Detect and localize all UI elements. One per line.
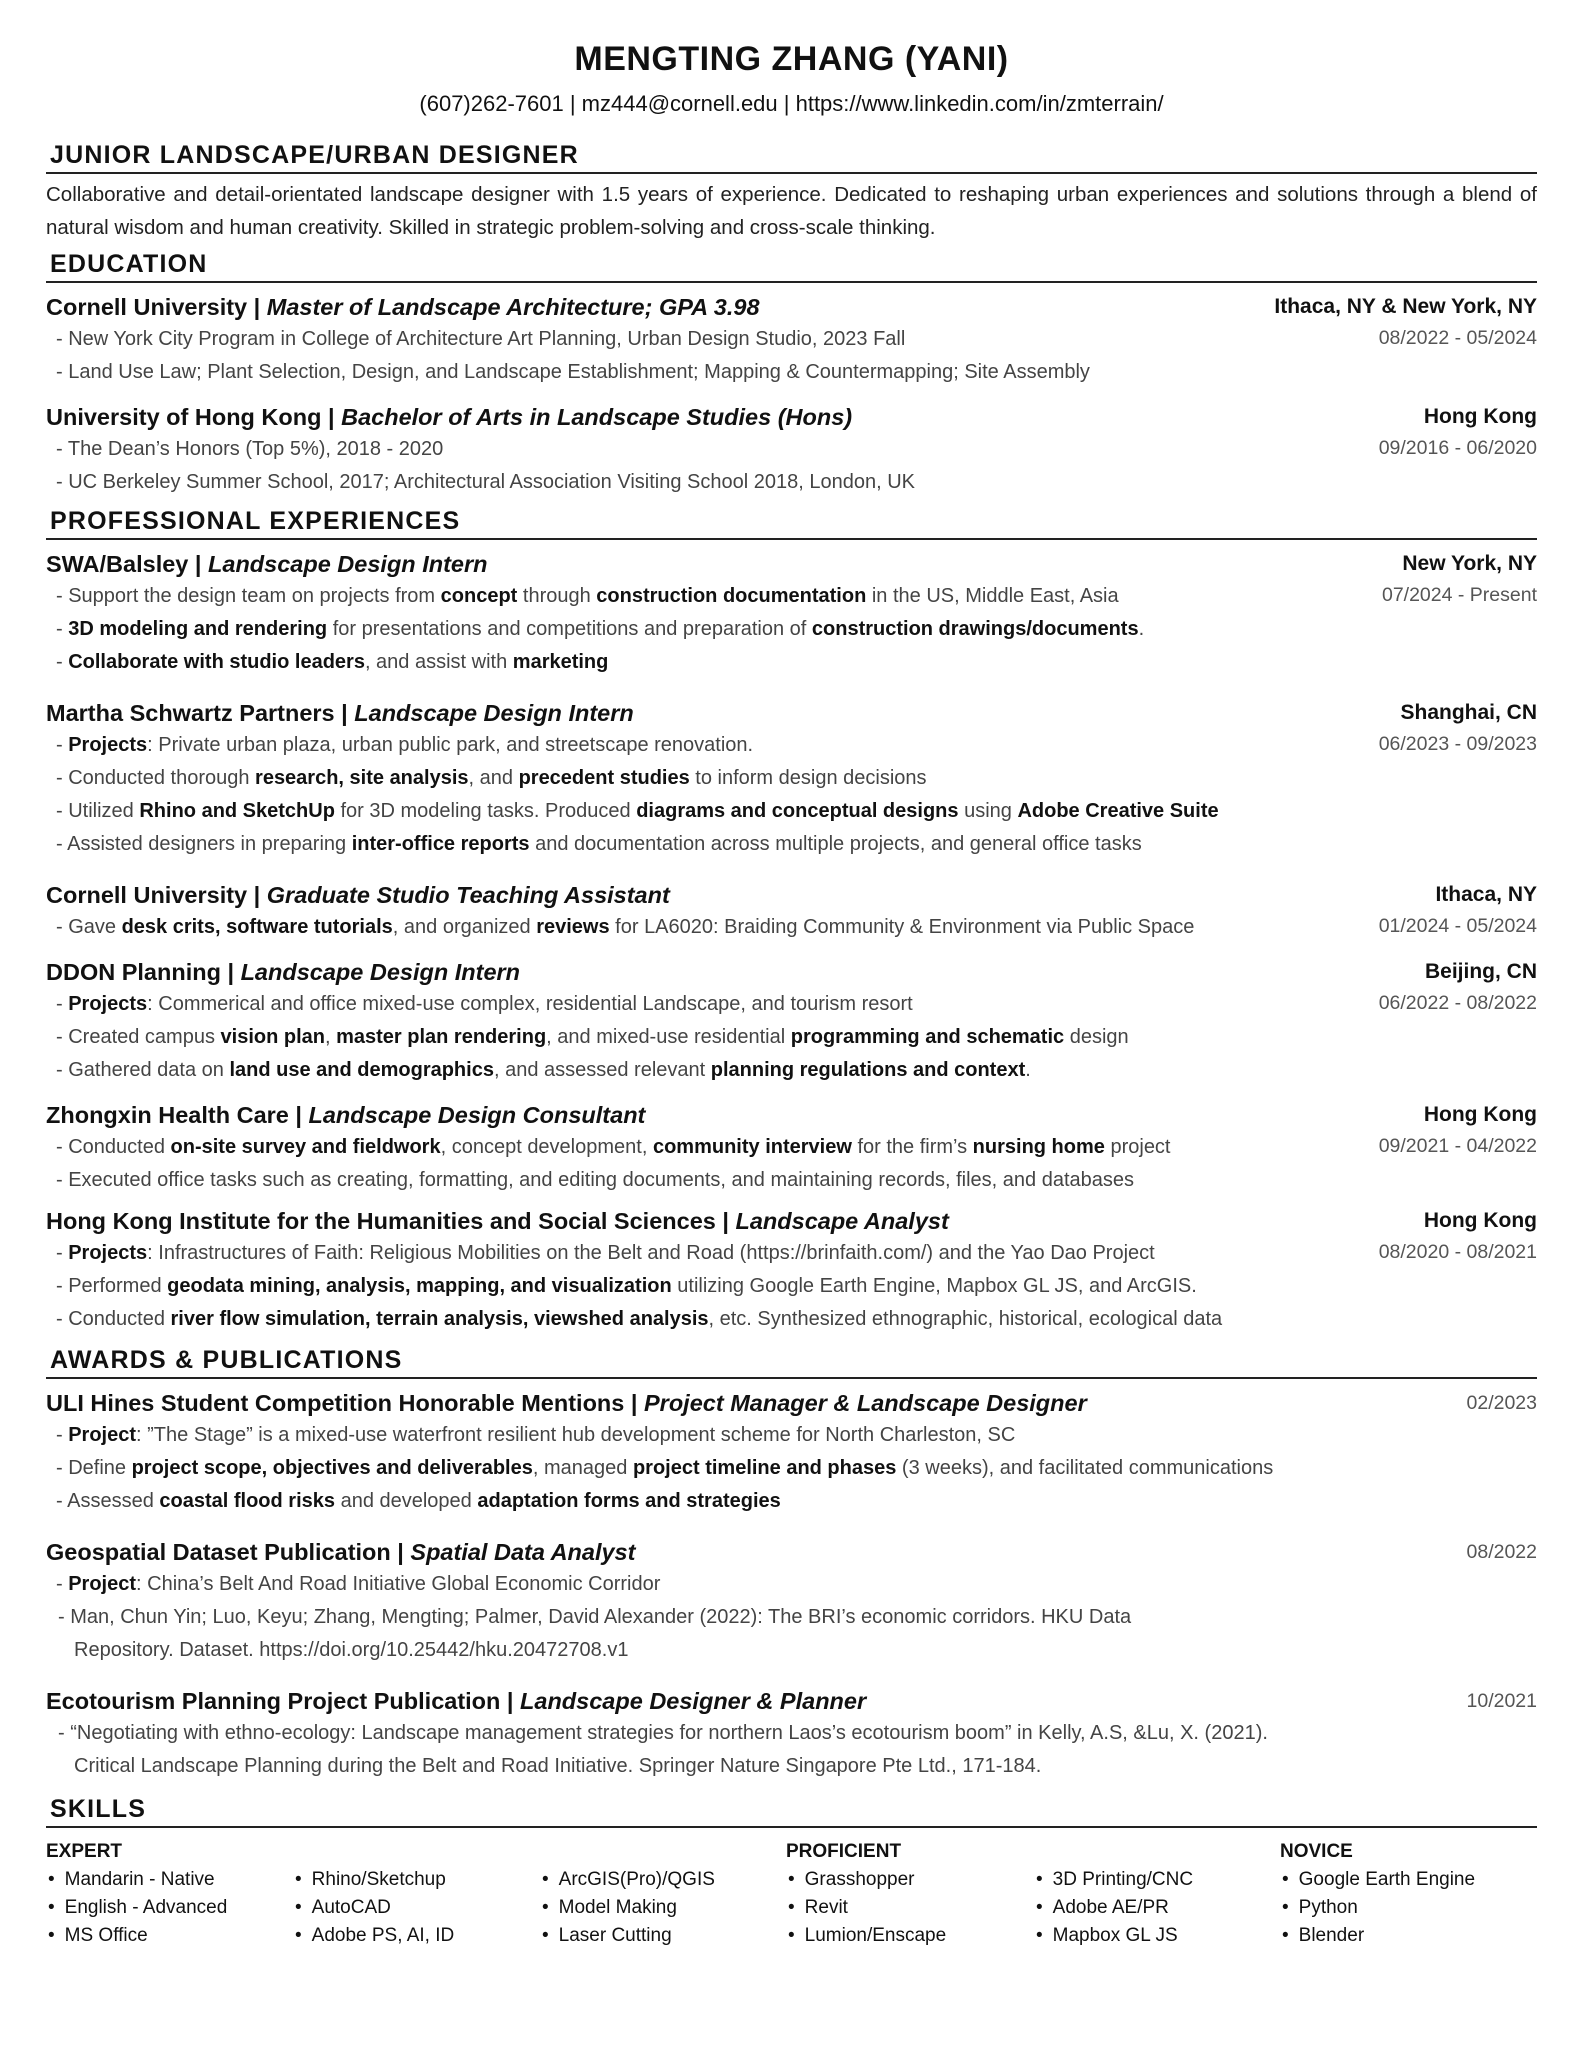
- entry-bullet: - Executed office tasks such as creating, formatting, and editing documents, and maintaining records, files, and databases: [56, 1169, 1135, 1191]
- entry-heading: Ecotourism Planning Project Publication | Landscape Designer & Planner: [46, 1688, 867, 1714]
- entry-bullet: - The Dean’s Honors (Top 5%), 2018 - 2020: [56, 438, 444, 460]
- resume-page: [46, 40, 1537, 1950]
- candidate-name: MENGTING ZHANG (YANI): [574, 40, 1009, 78]
- education-entry: [46, 291, 1537, 389]
- entry-location: New York, NY: [1402, 552, 1537, 575]
- skills-grid: [46, 1838, 1537, 1950]
- entry-location: Ithaca, NY: [1435, 883, 1537, 906]
- skill-item: • Python: [1280, 1894, 1520, 1922]
- entry-dates: 08/2020 - 08/2021: [1378, 1241, 1537, 1263]
- section-title-awards: AWARDS & PUBLICATIONS: [46, 1346, 1537, 1379]
- skills-novice-col-1: [1280, 1838, 1520, 1950]
- summary-text: Collaborative and detail-orientated landscape designer with 1.5 years of experience. Dedicated to reshaping urban experiences and solutions through a blend of natural wisdom and human creativity. Skilled in strategic problem-solving and cross-scale thinking.: [46, 183, 1537, 239]
- contact-line: (607)262-7601 | mz444@cornell.edu | https://www.linkedin.com/in/zmterrain/: [419, 91, 1164, 116]
- skills-expert-col-1: [46, 1838, 293, 1950]
- entry-bullet: - Projects: Private urban plaza, urban public park, and streetscape renovation.: [56, 734, 754, 756]
- skill-level-proficient: PROFICIENT: [786, 1841, 902, 1862]
- award-entry: [46, 1685, 1537, 1783]
- entry-bullet: - Gathered data on land use and demographics, and assessed relevant planning regulations and context.: [56, 1059, 1031, 1081]
- entry-heading: Zhongxin Health Care | Landscape Design Consultant: [46, 1102, 646, 1128]
- skill-item: • Adobe PS, AI, ID: [293, 1922, 540, 1950]
- skill-level-expert: EXPERT: [46, 1841, 123, 1862]
- skill-item: • Revit: [786, 1894, 1034, 1922]
- entry-heading: ULI Hines Student Competition Honorable Mentions | Project Manager & Landscape Designer: [46, 1390, 1087, 1416]
- skills-proficient-col-1: [786, 1838, 1034, 1950]
- skills-proficient-col-2: [1034, 1838, 1280, 1950]
- skill-item: • Laser Cutting: [540, 1922, 786, 1950]
- entry-dates: 09/2021 - 04/2022: [1378, 1135, 1537, 1157]
- entry-heading: University of Hong Kong | Bachelor of Arts in Landscape Studies (Hons): [46, 404, 853, 430]
- skill-item: • ArcGIS(Pro)/QGIS: [540, 1866, 786, 1894]
- skill-item: • Model Making: [540, 1894, 786, 1922]
- entry-heading: Cornell University | Graduate Studio Teaching Assistant: [46, 882, 670, 908]
- award-entry: [46, 1387, 1537, 1518]
- award-entry: [46, 1536, 1537, 1667]
- entry-bullet: - New York City Program in College of Architecture Art Planning, Urban Design Studio, 2023 Fall: [56, 328, 906, 350]
- education-entry: [46, 401, 1537, 499]
- skill-item: • Adobe AE/PR: [1034, 1894, 1280, 1922]
- entry-bullet: - Assisted designers in preparing inter-office reports and documentation across multiple projects, and general office tasks: [56, 833, 1142, 855]
- entry-location: Hong Kong: [1423, 1103, 1537, 1126]
- entry-dates: 01/2024 - 05/2024: [1378, 915, 1537, 937]
- section-title-skills: SKILLS: [46, 1795, 1537, 1828]
- skill-item: • 3D Printing/CNC: [1034, 1866, 1280, 1894]
- entry-dates: 10/2021: [1466, 1690, 1537, 1712]
- entry-bullet: - Land Use Law; Plant Selection, Design, and Landscape Establishment; Mapping & Countermapping; Site Assembly: [56, 361, 1090, 383]
- skill-item: • Rhino/Sketchup: [293, 1866, 540, 1894]
- entry-bullet: - Support the design team on projects from concept through construction documentation in the US, Middle East, Asia: [56, 585, 1119, 607]
- entry-location: Hong Kong: [1423, 405, 1537, 428]
- entry-bullet: - UC Berkeley Summer School, 2017; Architectural Association Visiting School 2018, London, UK: [56, 471, 915, 493]
- entry-bullet: - Man, Chun Yin; Luo, Keyu; Zhang, Mengting; Palmer, David Alexander (2022): The BRI’s economic corridors. HKU Data Repository. Dataset. https://doi.org/10.25442/hku.20472708.v1: [58, 1606, 1132, 1661]
- section-title-education: EDUCATION: [46, 250, 1537, 283]
- entry-heading: Hong Kong Institute for the Humanities and Social Sciences | Landscape Analyst: [46, 1208, 949, 1234]
- entry-bullet: - Gave desk crits, software tutorials, and organized reviews for LA6020: Braiding Community & Environment via Public Space: [56, 916, 1195, 938]
- entry-heading: Geospatial Dataset Publication | Spatial Data Analyst: [46, 1539, 636, 1565]
- experience-entry: [46, 879, 1537, 944]
- skills-expert-col-3: [540, 1838, 786, 1950]
- skill-item: • Grasshopper: [786, 1866, 1034, 1894]
- entry-bullet: - Utilized Rhino and SketchUp for 3D modeling tasks. Produced diagrams and conceptual designs using Adobe Creative Suite: [56, 800, 1219, 822]
- entry-bullet: - Collaborate with studio leaders, and assist with marketing: [56, 651, 609, 673]
- entry-bullet: - Conducted river flow simulation, terrain analysis, viewshed analysis, etc. Synthesized ethnographic, historical, ecological data: [56, 1308, 1223, 1330]
- entry-location: Shanghai, CN: [1400, 701, 1537, 724]
- entry-dates: 09/2016 - 06/2020: [1378, 437, 1537, 459]
- skill-item: • Blender: [1280, 1922, 1520, 1950]
- entry-bullet: - Define project scope, objectives and deliverables, managed project timeline and phases (3 weeks), and facilitated communications: [56, 1457, 1274, 1479]
- experience-entry: [46, 548, 1537, 679]
- entry-bullet: - Created campus vision plan, master plan rendering, and mixed-use residential programming and schematic design: [56, 1026, 1129, 1048]
- skill-item: • Mapbox GL JS: [1034, 1922, 1280, 1950]
- entry-bullet: - “Negotiating with ethno-ecology: Landscape management strategies for northern Laos’s ecotourism boom” in Kelly, A.S, &Lu, X. (2021). Critical Landscape Planning during the Belt and Road Initiative. Springer Nature Singapore Pte Ltd., 171-184.: [58, 1722, 1268, 1777]
- entry-location: Hong Kong: [1423, 1209, 1537, 1232]
- entry-bullet: - Performed geodata mining, analysis, mapping, and visualization utilizing Google Earth Engine, Mapbox GL JS, and ArcGIS.: [56, 1275, 1197, 1297]
- experience-entry: [46, 697, 1537, 861]
- entry-bullet: - Conducted thorough research, site analysis, and precedent studies to inform design decisions: [56, 767, 927, 789]
- skills-expert-col-2: [293, 1838, 540, 1950]
- entry-dates: 06/2022 - 08/2022: [1378, 992, 1537, 1014]
- entry-dates: 07/2024 - Present: [1381, 584, 1537, 606]
- skill-item: • AutoCAD: [293, 1894, 540, 1922]
- entry-heading: Martha Schwartz Partners | Landscape Design Intern: [46, 700, 634, 726]
- entry-dates: 06/2023 - 09/2023: [1378, 733, 1537, 755]
- section-title-experience: PROFESSIONAL EXPERIENCES: [46, 507, 1537, 540]
- entry-bullet: - Project: China’s Belt And Road Initiative Global Economic Corridor: [56, 1573, 661, 1595]
- entry-dates: 08/2022 - 05/2024: [1378, 327, 1537, 349]
- experience-entry: [46, 1205, 1537, 1336]
- entry-dates: 02/2023: [1466, 1392, 1537, 1414]
- skill-level-novice: NOVICE: [1280, 1841, 1353, 1862]
- entry-bullet: - Assessed coastal flood risks and developed adaptation forms and strategies: [56, 1490, 781, 1512]
- experience-entry: [46, 1099, 1537, 1197]
- entry-bullet: - 3D modeling and rendering for presentations and competitions and preparation of construction drawings/documents.: [56, 618, 1145, 640]
- entry-location: Ithaca, NY & New York, NY: [1274, 295, 1537, 318]
- entry-bullet: - Projects: Infrastructures of Faith: Religious Mobilities on the Belt and Road (https://brinfaith.com/) and the Yao Dao Project: [56, 1242, 1155, 1264]
- skill-item: • Google Earth Engine: [1280, 1866, 1520, 1894]
- section-title-summary: JUNIOR LANDSCAPE/URBAN DESIGNER: [46, 141, 1537, 174]
- skill-item: • Lumion/Enscape: [786, 1922, 1034, 1950]
- entry-bullet: - Project: ”The Stage” is a mixed-use waterfront resilient hub development scheme for North Charleston, SC: [56, 1424, 1016, 1446]
- skill-item: • English - Advanced: [46, 1894, 293, 1922]
- entry-heading: SWA/Balsley | Landscape Design Intern: [46, 551, 488, 577]
- experience-entry: [46, 956, 1537, 1087]
- entry-location: Beijing, CN: [1424, 960, 1537, 983]
- entry-heading: DDON Planning | Landscape Design Intern: [46, 959, 521, 985]
- entry-heading: Cornell University | Master of Landscape Architecture; GPA 3.98: [46, 294, 760, 320]
- entry-bullet: - Conducted on-site survey and fieldwork, concept development, community interview for the firm’s nursing home project: [56, 1136, 1171, 1158]
- skill-item: • MS Office: [46, 1922, 293, 1950]
- entry-bullet: - Projects: Commerical and office mixed-use complex, residential Landscape, and tourism resort: [56, 993, 913, 1015]
- entry-dates: 08/2022: [1466, 1541, 1537, 1563]
- skill-item: • Mandarin - Native: [46, 1866, 293, 1894]
